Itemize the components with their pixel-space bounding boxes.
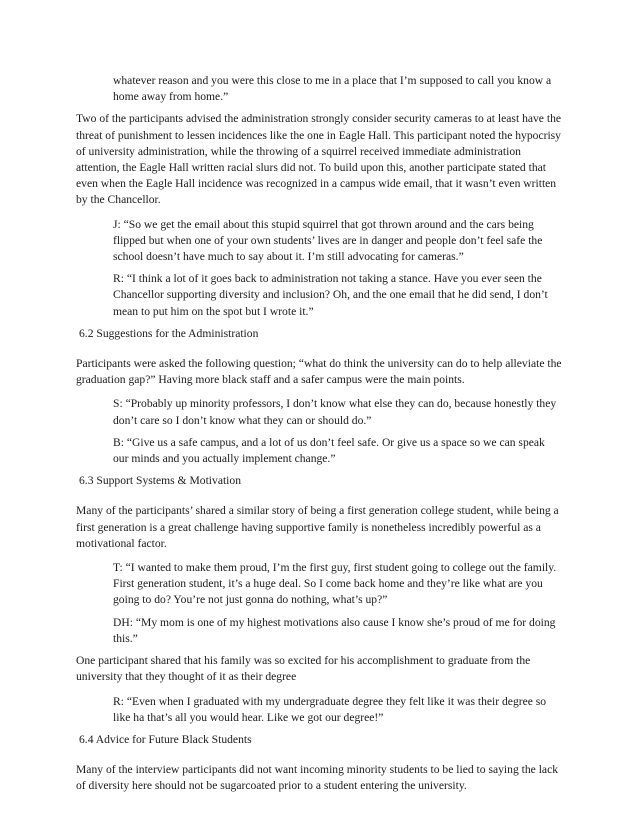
quote-block: whatever reason and you were this close to me in a place that I’m supposed to call you know a home away from home.” xyxy=(113,74,552,104)
quote-block: J: “So we get the email about this stupid squirrel that got thrown around and the cars being flipped but when one of your own students’ lives are in danger and people don’t feel safe the school doesn’t have much to say about it. I’m still advocating for cameras.” xyxy=(113,217,543,264)
section-heading: 6.2 Suggestions for the Administration xyxy=(79,326,259,340)
quote-block: S: “Probably up minority professors, I don’t know what else they can do, because honestly they don’t care so I don’t know what they can or should do.” xyxy=(113,397,557,427)
section-heading: 6.3 Support Systems & Motivation xyxy=(79,474,242,488)
quote-block: T: “I wanted to make them proud, I’m the first guy, first student going to college out the family. First generation student, it’s a huge deal. So I come back home and they’re like what are you going to do? You’re not just gonna do nothing, what’s up?” xyxy=(113,561,557,607)
document-body xyxy=(76,73,562,803)
quote-block: DH: “My mom is one of my highest motivations also cause I know she’s proud of me for doing this.” xyxy=(113,615,556,645)
section-heading: 6.4 Advice for Future Black Students xyxy=(79,732,252,746)
quote-block: B: “Give us a safe campus, and a lot of us don’t feel safe. Or give us a space so we can speak our minds and you actually implement change.” xyxy=(113,435,545,466)
quote-block: R: “Even when I graduated with my undergraduate degree they felt like it was their degree so like ha that’s all you would hear. Like we got our degree!” xyxy=(113,694,547,724)
body-paragraph: One participant shared that his family was so excited for his accomplishment to graduate from the university that they thought of it as their degree xyxy=(76,654,531,684)
body-paragraph: Many of the interview participants did not want incoming minority students to be lied to saying the lack of diversity here should not be sugarcoated prior to a student entering the university. xyxy=(76,763,559,793)
body-paragraph: Participants were asked the following question; “what do think the university can do to help alleviate the graduation gap?” Having more black staff and a safer campus were the main points. xyxy=(76,357,562,387)
quote-block: R: “I think a lot of it goes back to administration not taking a stance. Have you ever seen the Chancellor supporting diversity and inclusion? Oh, and the one email that he did send, I don’t mean to put him on the spot but I wrote it.” xyxy=(113,272,548,318)
body-paragraph: Two of the participants advised the administration strongly consider security cameras to at least have the threat of punishment to lessen incidences like the one in Eagle Hall. This participant noted the hypocrisy of university administration, while the throwing of a squirrel received immediate administration attention, the Eagle Hall written racial slurs did not. To build upon this, another participate stated that even when the Eagle Hall incidence was recognized in a campus wide email, that it wasn’t even written by the Chancellor. xyxy=(76,112,562,207)
body-paragraph: Many of the participants’ shared a similar story of being a first generation college student, while being a first generation is a great challenge having supportive family is nonetheless incredibly powerful as a motivational factor. xyxy=(76,504,559,550)
